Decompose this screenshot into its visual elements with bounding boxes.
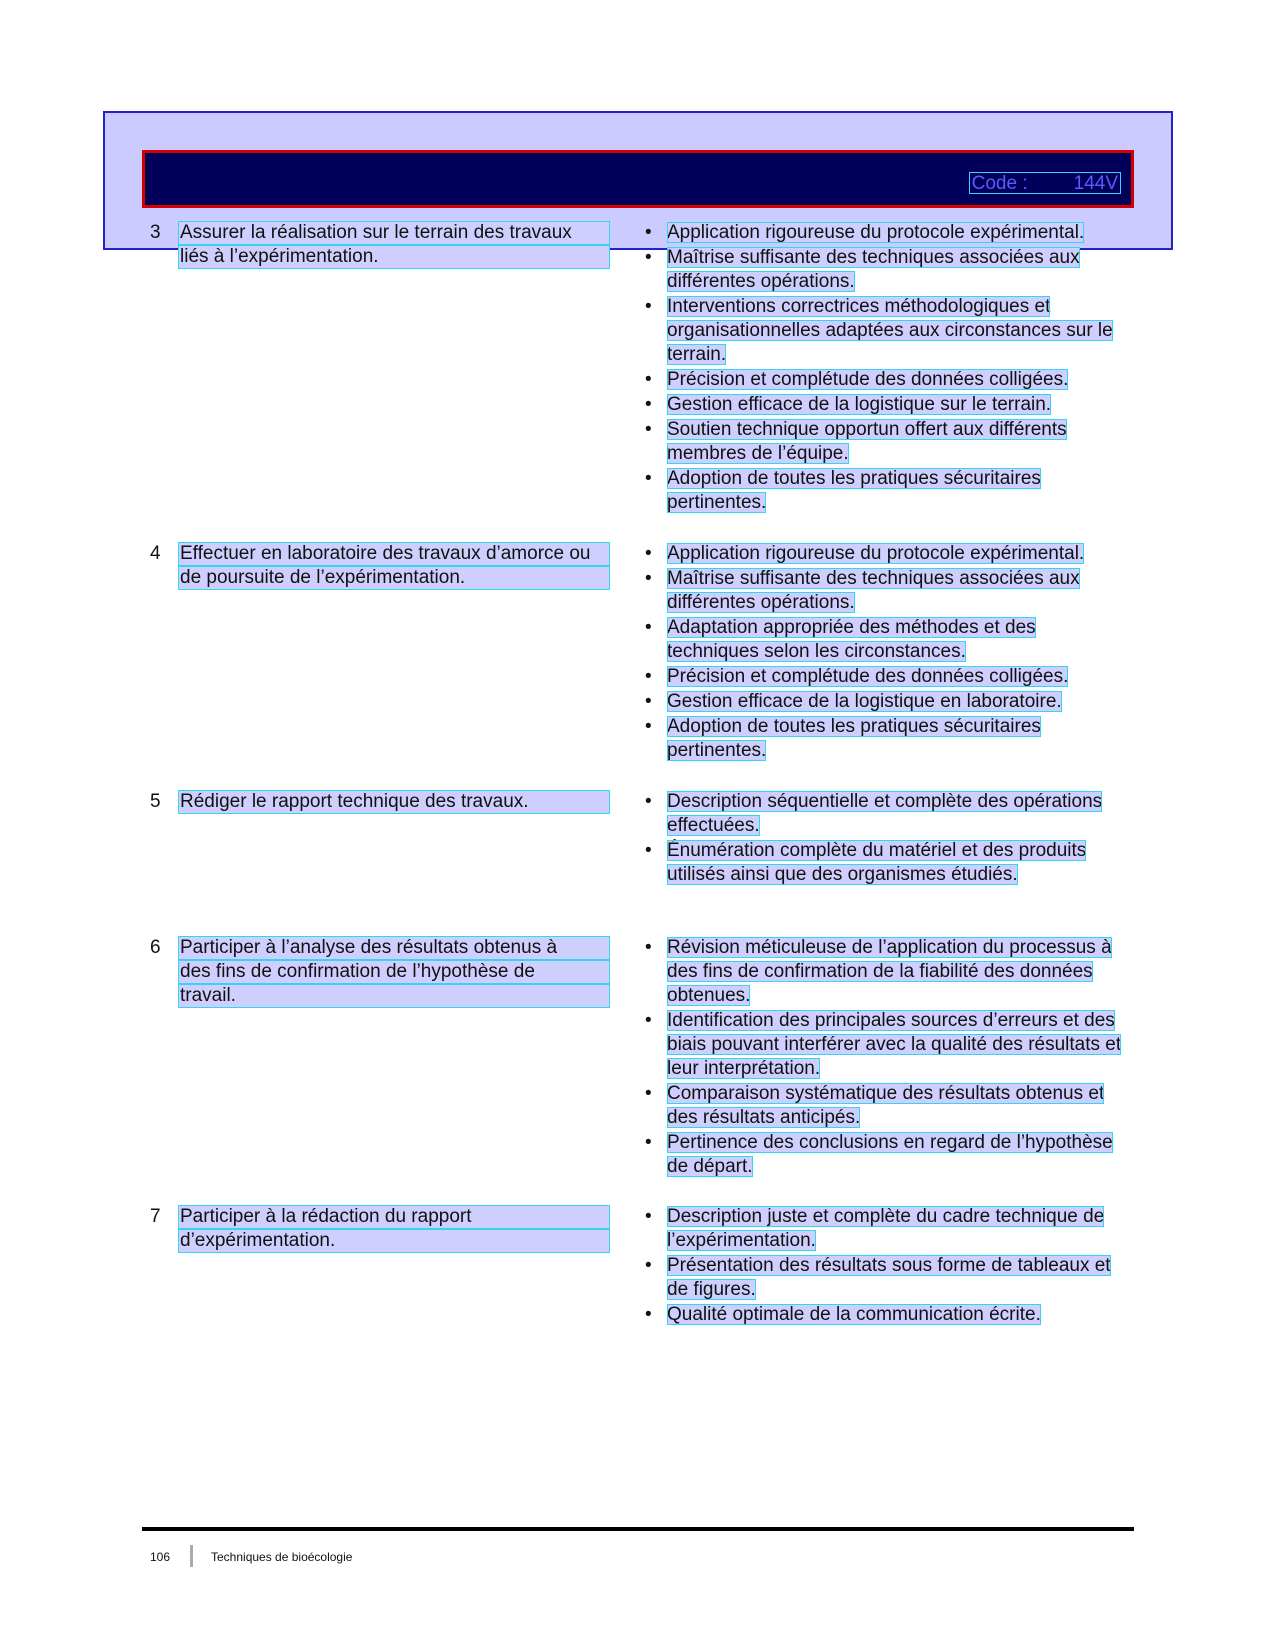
element-statement xyxy=(178,936,610,1008)
header-title-bar xyxy=(142,150,1134,208)
element-number: 6 xyxy=(150,937,161,958)
element-statement xyxy=(178,790,610,814)
element-line: Effectuer en laboratoire des travaux d’amorce ou xyxy=(178,542,610,566)
criteria-list xyxy=(645,936,1125,1180)
element-line: Participer à l’analyse des résultats obtenus à xyxy=(178,936,610,960)
criteria-list xyxy=(645,1205,1125,1328)
criterion-item: • Énumération complète du matériel et des produits utilisés ainsi que des organismes étudiés. xyxy=(645,839,1125,887)
page-footer xyxy=(150,1545,352,1567)
element-line: travail. xyxy=(178,984,610,1008)
criterion-item: • Soutien technique opportun offert aux différents membres de l’équipe. xyxy=(645,418,1125,466)
footer-rule xyxy=(142,1527,1134,1531)
criterion-item: • Description séquentielle et complète des opérations effectuées. xyxy=(645,790,1125,838)
element-line: Rédiger le rapport technique des travaux. xyxy=(178,790,610,814)
criterion-item: • Identification des principales sources d’erreurs et des biais pouvant interférer avec la qualité des résultats et leur interprétation. xyxy=(645,1009,1125,1081)
criterion-item: • Révision méticuleuse de l’application du processus à des fins de confirmation de la fiabilité des données obtenues. xyxy=(645,936,1125,1008)
code-value: 144V xyxy=(1073,173,1118,194)
criterion-item: • Qualité optimale de la communication écrite. xyxy=(645,1303,1125,1327)
element-number: 4 xyxy=(150,543,161,564)
element-line: de poursuite de l’expérimentation. xyxy=(178,566,610,590)
element-statement xyxy=(178,221,610,269)
criterion-item: • Précision et complétude des données colligées. xyxy=(645,665,1125,689)
criteria-list xyxy=(645,790,1125,888)
criterion-item: • Adoption de toutes les pratiques sécuritaires pertinentes. xyxy=(645,467,1125,515)
page-number: 106 xyxy=(150,1550,171,1564)
criteria-list xyxy=(645,221,1125,516)
element-line: d’expérimentation. xyxy=(178,1229,610,1253)
criterion-item: • Adoption de toutes les pratiques sécuritaires pertinentes. xyxy=(645,715,1125,763)
element-line: des fins de confirmation de l’hypothèse de xyxy=(178,960,610,984)
element-number: 5 xyxy=(150,791,161,812)
element-line: Participer à la rédaction du rapport xyxy=(178,1205,610,1229)
element-line: liés à l’expérimentation. xyxy=(178,245,610,269)
criterion-item: • Précision et complétude des données colligées. xyxy=(645,368,1125,392)
footer-separator xyxy=(190,1545,193,1567)
criterion-item: • Comparaison systématique des résultats obtenus et des résultats anticipés. xyxy=(645,1082,1125,1130)
criterion-item: • Maîtrise suffisante des techniques associées aux différentes opérations. xyxy=(645,246,1125,294)
criterion-item: • Présentation des résultats sous forme de tableaux et de figures. xyxy=(645,1254,1125,1302)
element-statement xyxy=(178,1205,610,1253)
criterion-item: • Application rigoureuse du protocole expérimental. xyxy=(645,221,1125,245)
criterion-item: • Pertinence des conclusions en regard de l’hypothèse de départ. xyxy=(645,1131,1125,1179)
criterion-item: • Gestion efficace de la logistique en laboratoire. xyxy=(645,690,1125,714)
code-label-text: Code : xyxy=(971,173,1028,194)
criterion-item: • Interventions correctrices méthodologiques et organisationnelles adaptées aux circonstances sur le terrain. xyxy=(645,295,1125,367)
element-statement xyxy=(178,542,610,590)
element-number: 3 xyxy=(150,222,161,243)
criterion-item: • Application rigoureuse du protocole expérimental. xyxy=(645,542,1125,566)
criterion-item: • Maîtrise suffisante des techniques associées aux différentes opérations. xyxy=(645,567,1125,615)
criteria-list xyxy=(645,542,1125,764)
element-line: Assurer la réalisation sur le terrain des travaux xyxy=(178,221,610,245)
criterion-item: • Description juste et complète du cadre technique de l’expérimentation. xyxy=(645,1205,1125,1253)
criterion-item: • Gestion efficace de la logistique sur le terrain. xyxy=(645,393,1125,417)
code-label xyxy=(969,172,1121,194)
criterion-item: • Adaptation appropriée des méthodes et des techniques selon les circonstances. xyxy=(645,616,1125,664)
footer-title: Techniques de bioécologie xyxy=(211,1550,353,1564)
element-number: 7 xyxy=(150,1206,161,1227)
